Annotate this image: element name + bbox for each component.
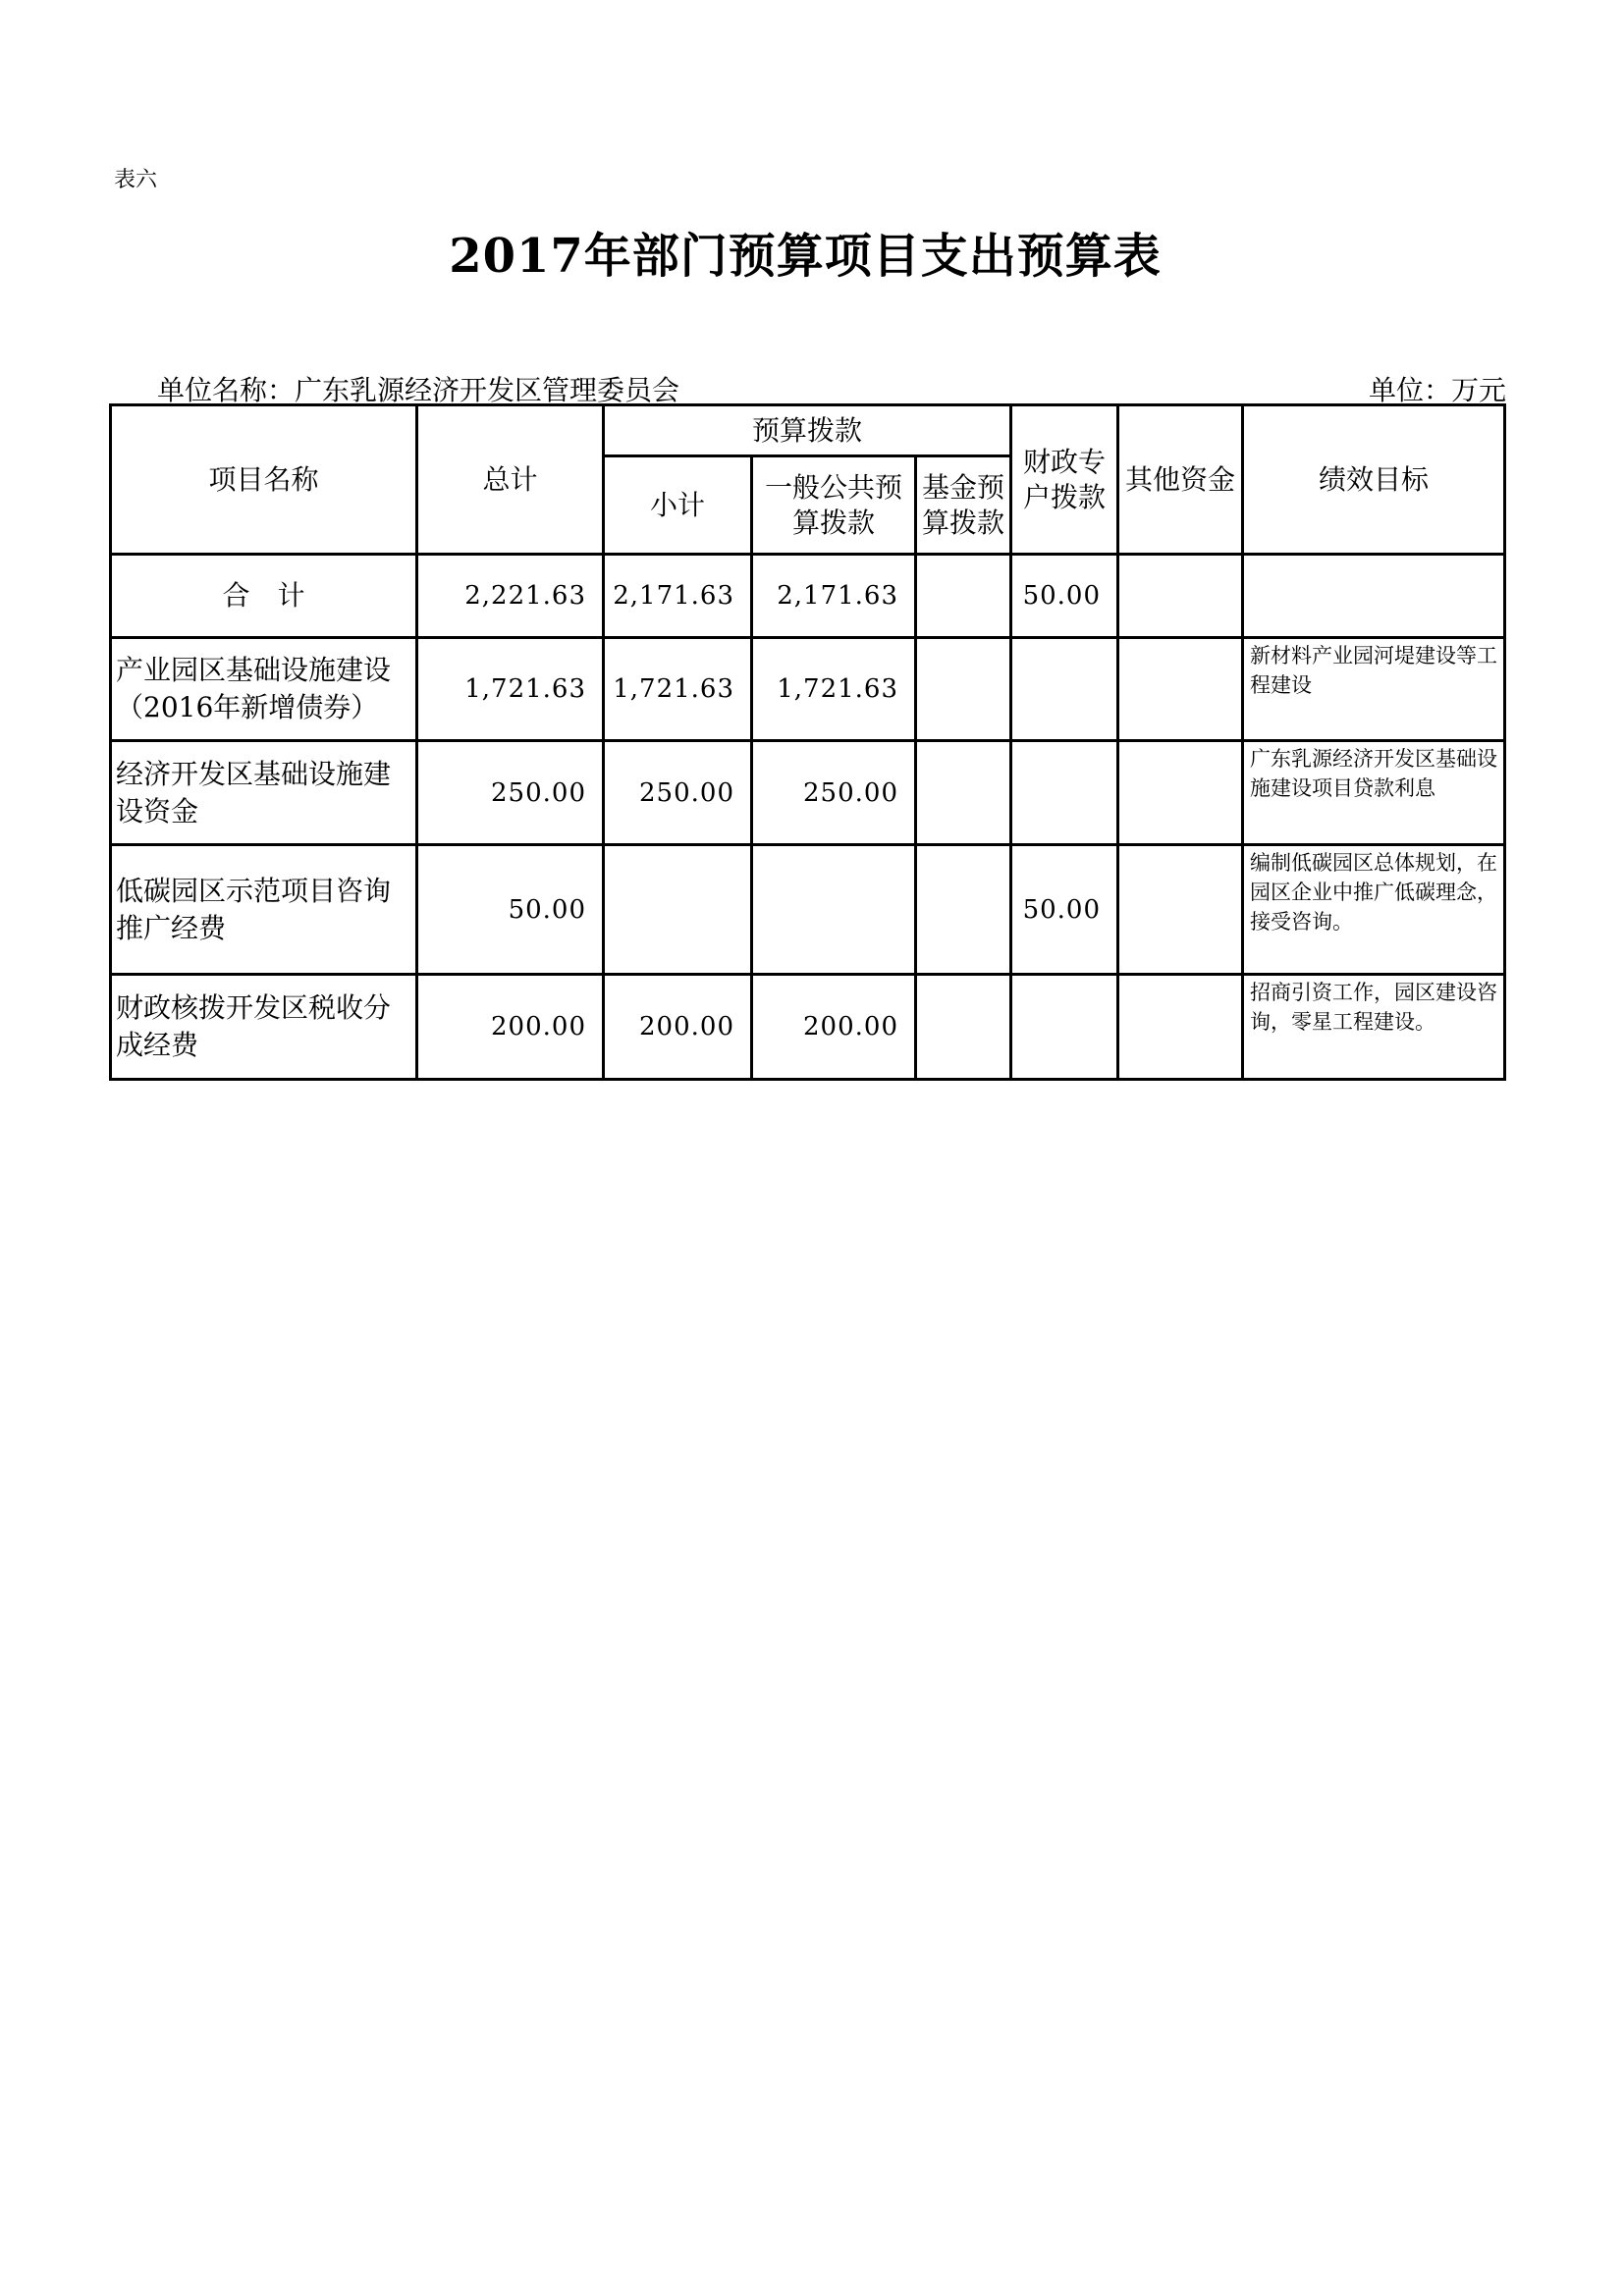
total-row [111, 555, 1505, 638]
row-subtotal: 200.00 [604, 975, 752, 1080]
row-total: 250.00 [417, 741, 604, 845]
row-subtotal: 250.00 [604, 741, 752, 845]
header-special-account: 财政专户拨款 [1011, 405, 1118, 555]
header-performance-goal: 绩效目标 [1243, 405, 1505, 555]
row-project-name: 经济开发区基础设施建设资金 [111, 741, 417, 845]
row-other-funds [1118, 975, 1243, 1080]
total-row-special-account: 50.00 [1011, 555, 1118, 638]
total-row-other-funds [1118, 555, 1243, 638]
header-subtotal: 小计 [604, 456, 752, 555]
header-fund-budget: 基金预算拨款 [916, 456, 1011, 555]
row-fund-budget [916, 638, 1011, 741]
row-project-name: 财政核拨开发区税收分成经费 [111, 975, 417, 1080]
header-budget-group: 预算拨款 [604, 405, 1011, 456]
row-goal: 编制低碳园区总体规划，在园区企业中推广低碳理念，接受咨询。 [1243, 845, 1505, 975]
header-other-funds: 其他资金 [1118, 405, 1243, 555]
row-other-funds [1118, 741, 1243, 845]
unit-name: 单位名称：广东乳源经济开发区管理委员会 [157, 374, 680, 406]
total-row-fund-budget [916, 555, 1011, 638]
row-special-account [1011, 975, 1118, 1080]
table-row [111, 845, 1505, 975]
row-goal: 招商引资工作，园区建设咨询，零星工程建设。 [1243, 975, 1505, 1080]
budget-table [109, 403, 1506, 1081]
table-label: 表六 [114, 168, 158, 192]
table-row [111, 638, 1505, 741]
total-row-name: 合 计 [111, 555, 417, 638]
row-general-public: 1,721.63 [752, 638, 916, 741]
row-total: 200.00 [417, 975, 604, 1080]
row-general-public: 250.00 [752, 741, 916, 845]
row-general-public [752, 845, 916, 975]
row-special-account [1011, 741, 1118, 845]
row-special-account [1011, 638, 1118, 741]
table-row [111, 741, 1505, 845]
header-total: 总计 [417, 405, 604, 555]
row-project-name: 产业园区基础设施建设（2016年新增债券） [111, 638, 417, 741]
row-general-public: 200.00 [752, 975, 916, 1080]
row-other-funds [1118, 845, 1243, 975]
header-general-public: 一般公共预算拨款 [752, 456, 916, 555]
row-total: 50.00 [417, 845, 604, 975]
row-subtotal: 1,721.63 [604, 638, 752, 741]
row-total: 1,721.63 [417, 638, 604, 741]
total-row-goal [1243, 555, 1505, 638]
row-special-account: 50.00 [1011, 845, 1118, 975]
row-project-name: 低碳园区示范项目咨询推广经费 [111, 845, 417, 975]
row-other-funds [1118, 638, 1243, 741]
row-goal: 新材料产业园河堤建设等工程建设 [1243, 638, 1505, 741]
row-goal: 广东乳源经济开发区基础设施建设项目贷款利息 [1243, 741, 1505, 845]
table-row [111, 975, 1505, 1080]
header-project-name: 项目名称 [111, 405, 417, 555]
page-title: 2017年部门预算项目支出预算表 [449, 229, 1162, 284]
total-row-total: 2,221.63 [417, 555, 604, 638]
row-subtotal [604, 845, 752, 975]
total-row-subtotal: 2,171.63 [604, 555, 752, 638]
total-row-general-public: 2,171.63 [752, 555, 916, 638]
row-fund-budget [916, 741, 1011, 845]
unit-of-measure: 单位：万元 [1368, 374, 1506, 406]
row-fund-budget [916, 845, 1011, 975]
row-fund-budget [916, 975, 1011, 1080]
